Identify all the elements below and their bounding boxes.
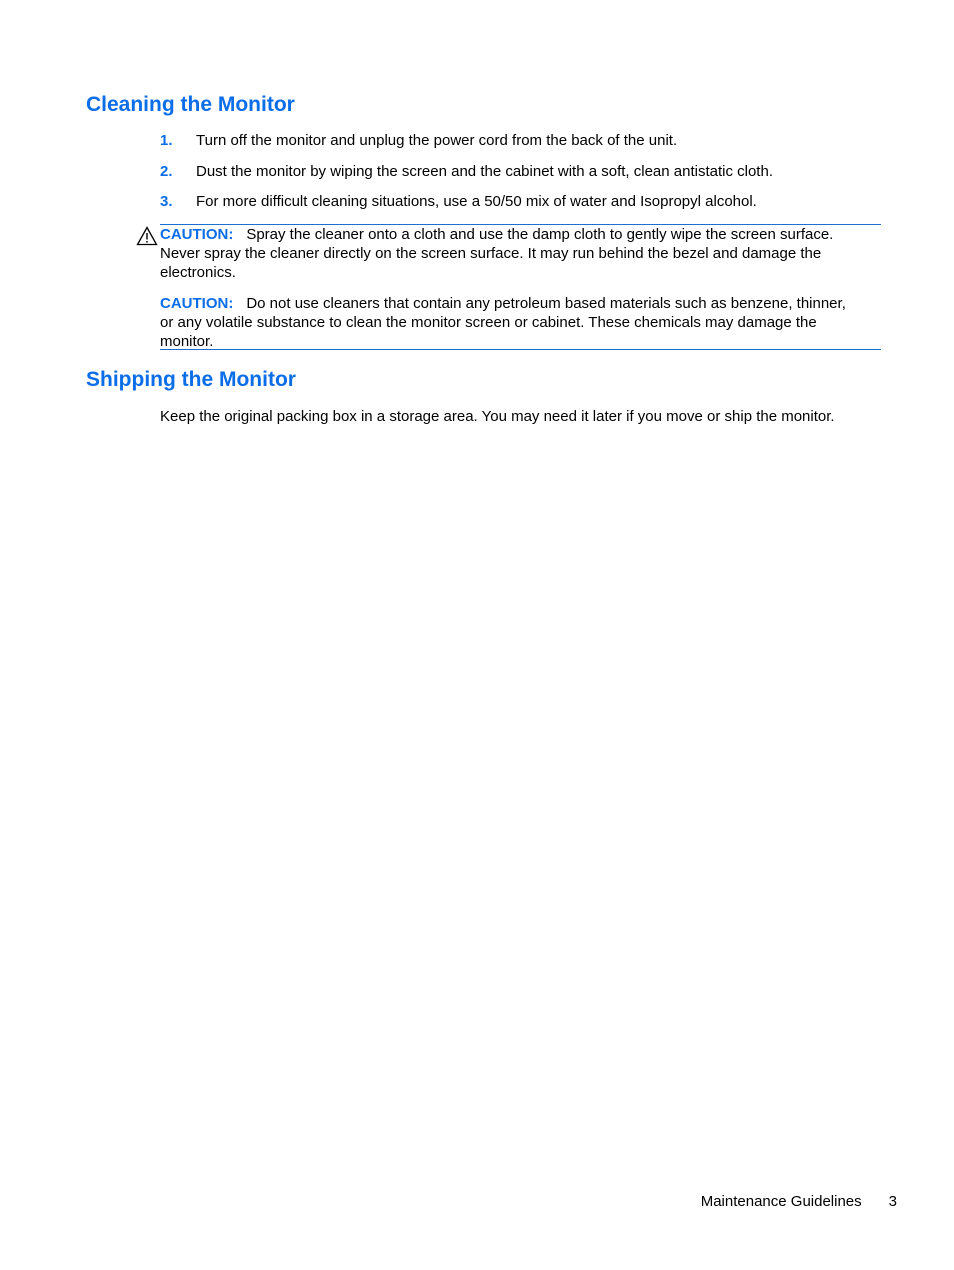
shipping-paragraph: Keep the original packing box in a storage area. You may need it later if you move or ship the monitor. (160, 408, 835, 425)
step-number: 2. (160, 162, 173, 180)
footer-section-title: Maintenance Guidelines (700, 1193, 862, 1210)
step-text: Dust the monitor by wiping the screen and the cabinet with a soft, clean antistatic cloth. (196, 162, 773, 180)
caution-text: Do not use cleaners that contain any petroleum based materials such as benzene, thinner, or any volatile substance to clean the monitor screen or cabinet. These chemicals may damage the monitor. (160, 295, 846, 350)
list-item (160, 192, 880, 223)
step-number: 1. (160, 132, 173, 149)
caution-label: CAUTION: (160, 226, 234, 243)
caution-notice-box (160, 224, 881, 350)
shipping-heading: Shipping the Monitor (86, 368, 296, 391)
warning-triangle-icon (136, 226, 158, 246)
list-item (160, 162, 880, 193)
caution-label: CAUTION: (160, 295, 234, 312)
list-item (160, 131, 880, 162)
page-number: 3 (888, 1193, 897, 1210)
cleaning-steps-list (160, 131, 880, 223)
step-text: For more difficult cleaning situations, use a 50/50 mix of water and Isopropyl alcohol. (196, 193, 757, 210)
step-text: Turn off the monitor and unplug the power cord from the back of the unit. (196, 132, 678, 149)
page-footer (701, 1192, 897, 1212)
cleaning-heading: Cleaning the Monitor (86, 93, 295, 116)
caution-notice (160, 294, 860, 351)
step-number: 3. (160, 193, 173, 210)
caution-text: Spray the cleaner onto a cloth and use the damp cloth to gently wipe the screen surface. Never spray the cleaner directly on the screen surface. It may run behind the bezel and damage the electronics. (160, 226, 834, 281)
caution-notice (160, 225, 860, 282)
